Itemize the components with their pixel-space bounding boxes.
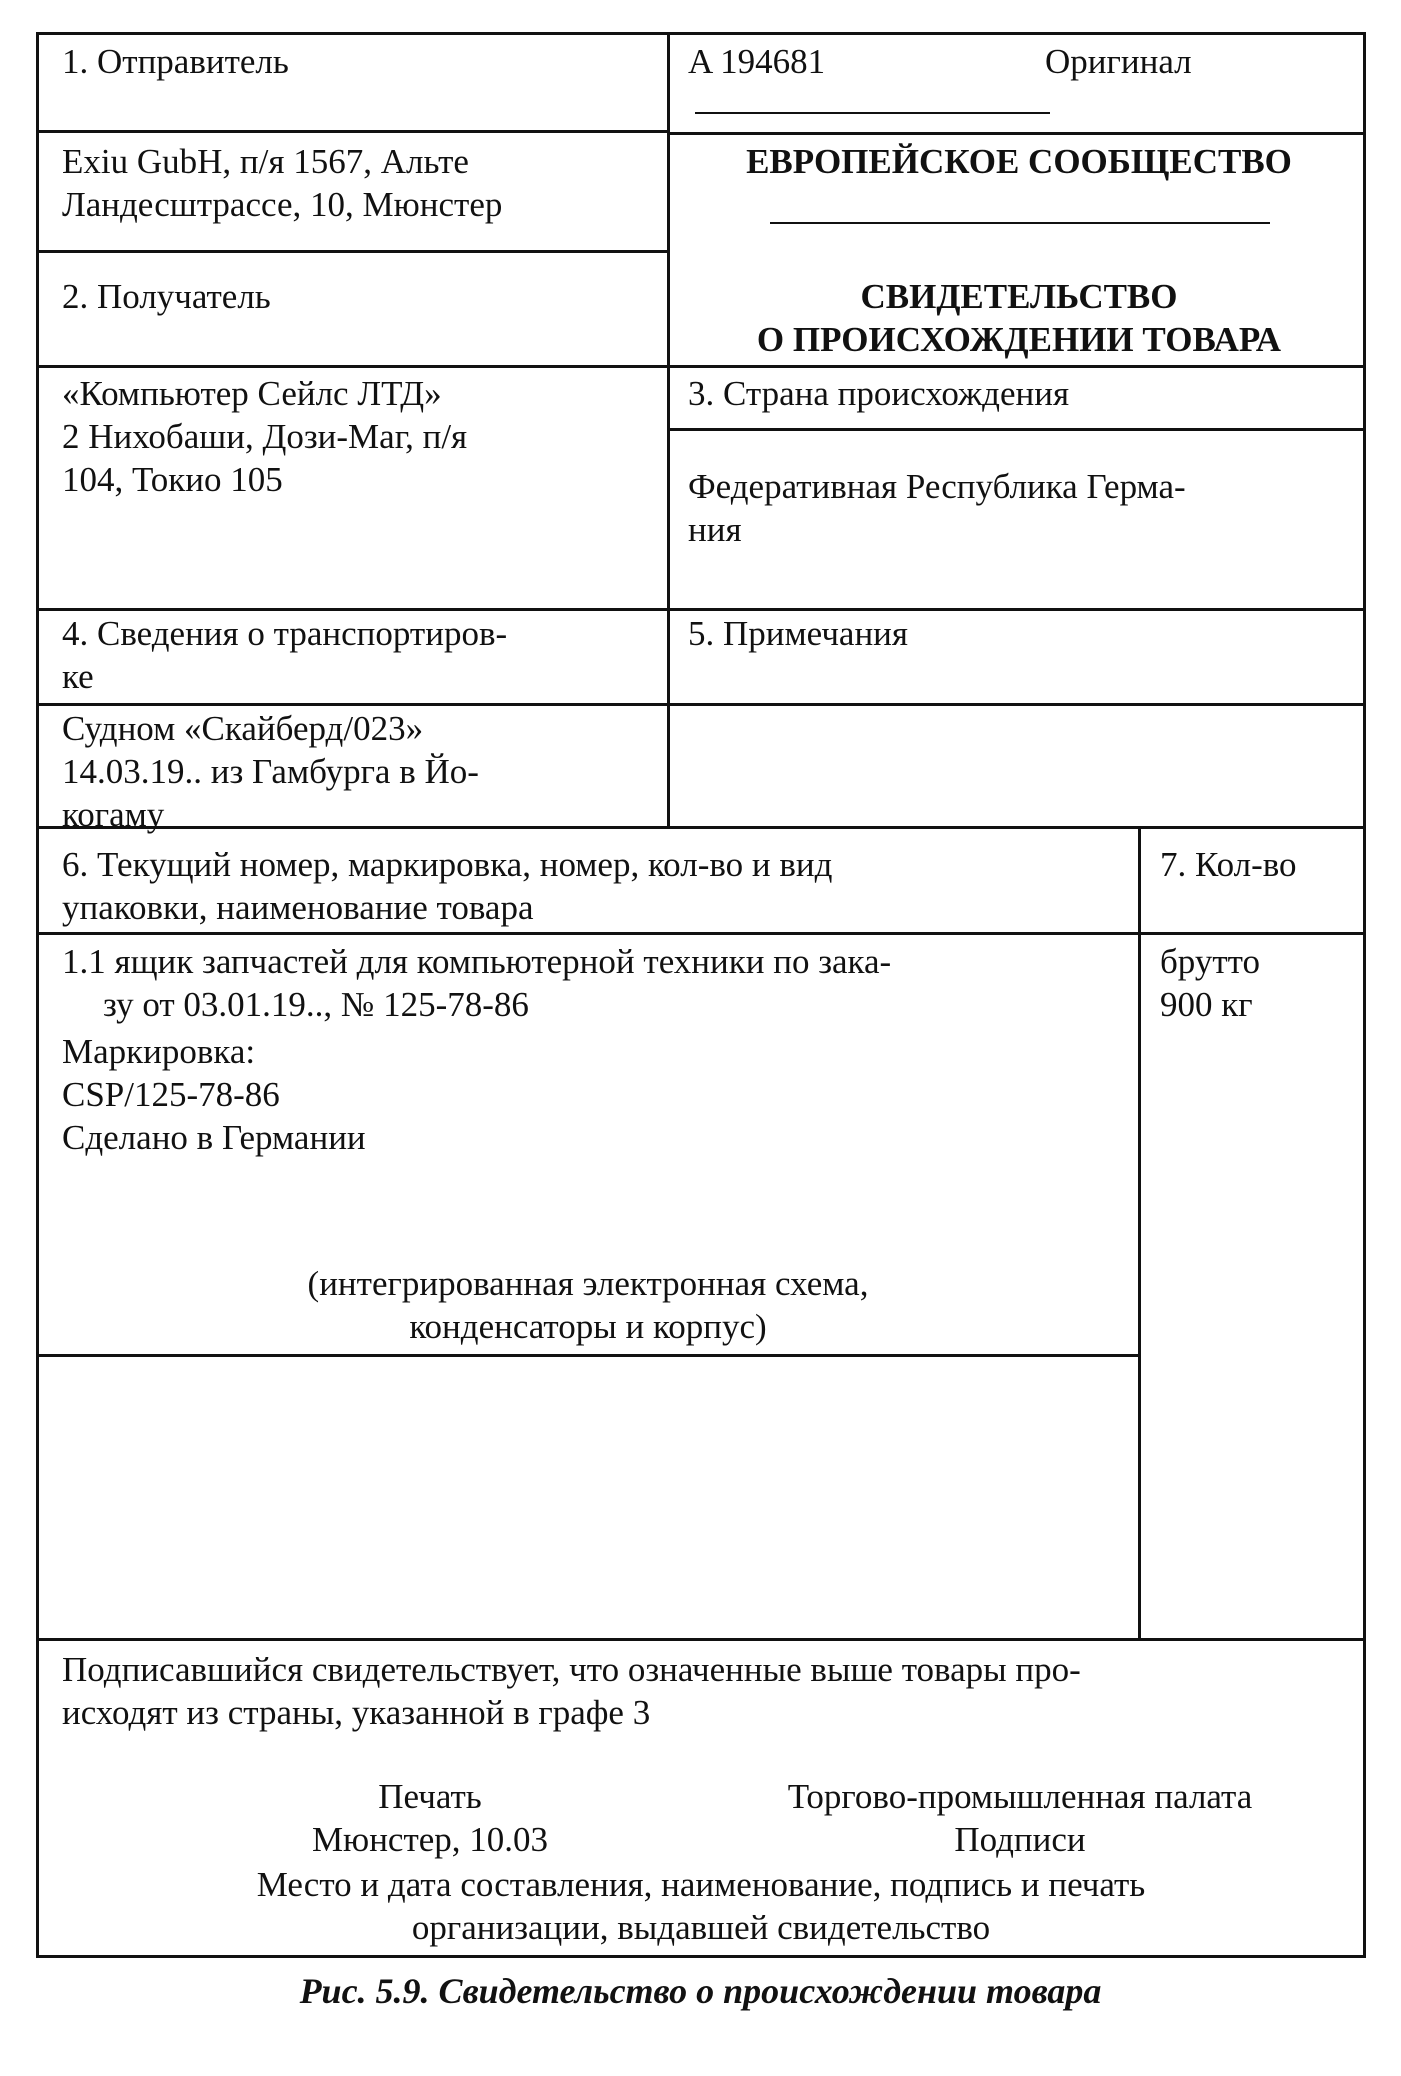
goods-line-1: 1.1 ящик запчастей для компьютерной техники по зака-: [62, 942, 892, 981]
divider-right-1: [667, 132, 1366, 135]
divider-goods-header: [36, 932, 1366, 935]
goods-line-2: зу от 03.01.19.., № 125-78-86: [103, 985, 529, 1024]
place-date-note: Место и дата составления, наименование, подпись и печать организации, выдавшей свидетельство: [256, 1865, 1146, 1947]
stamp-place-date: Печать Мюнстер, 10.03: [311, 1777, 549, 1859]
field4-label: 4. Сведения о транспортиров- ке: [62, 614, 508, 696]
field2-label: 2. Получатель: [62, 277, 271, 316]
field6-label: 6. Текущий номер, маркировка, номер, кол-во и вид упаковки, наименование товара: [62, 845, 833, 927]
divider-left-2: [36, 250, 669, 253]
divider-left-1: [36, 130, 669, 133]
quantity-value: брутто 900 кг: [1160, 942, 1260, 1024]
field5-label: 5. Примечания: [688, 614, 909, 653]
original-label: Оригинал: [1045, 42, 1192, 81]
field3-label: 3. Страна происхождения: [688, 374, 1070, 413]
attestation-text: Подписавшийся свидетельствует, что означенные выше товары про- исходят из страны, указанной в графе 3: [62, 1650, 1081, 1732]
sender-value: Exiu GubH, п/я 1567, Альте Ландесштрассе, 10, Мюнстер: [62, 142, 503, 224]
community-underline: [770, 222, 1270, 224]
figure-caption: Рис. 5.9. Свидетельство о происхождении товара: [299, 1971, 1102, 2011]
transport-info-value: Судном «Скайберд/023» 14.03.19.. из Гамбурга в Йо- когаму: [62, 709, 479, 834]
divider-right-2: [667, 365, 1366, 368]
field7-label: 7. Кол-во: [1160, 845, 1297, 884]
divider-left-5: [36, 703, 669, 706]
divider-full-2: [36, 1638, 1366, 1641]
origin-country-value: Федеративная Республика Герма- ния: [688, 467, 1186, 549]
divider-left-4: [36, 608, 669, 611]
divider-left-3: [36, 365, 669, 368]
doc-number-underline: [695, 112, 1050, 114]
chamber-signatures: Торгово-промышленная палата Подписи: [787, 1777, 1253, 1859]
divider-right-3: [667, 428, 1366, 431]
divider-right-5: [667, 703, 1366, 706]
divider-vertical-quantity: [1138, 827, 1141, 1641]
recipient-value: «Компьютер Сейлс ЛТД» 2 Нихобаши, Дози-Маг, п/я 104, Токио 105: [62, 374, 468, 499]
field1-label: 1. Отправитель: [62, 42, 289, 81]
community-title: ЕВРОПЕЙСКОЕ СООБЩЕСТВО: [746, 142, 1292, 181]
divider-goods-inner: [36, 1354, 1140, 1357]
divider-right-4: [667, 608, 1366, 611]
certificate-title: СВИДЕТЕЛЬСТВО О ПРОИСХОЖДЕНИИ ТОВАРА: [756, 277, 1282, 359]
goods-note: (интегрированная электронная схема, конденсаторы и корпус): [307, 1264, 869, 1346]
goods-marking: Маркировка: CSP/125-78-86 Сделано в Германии: [62, 1032, 366, 1157]
doc-number: A 194681: [688, 42, 826, 81]
